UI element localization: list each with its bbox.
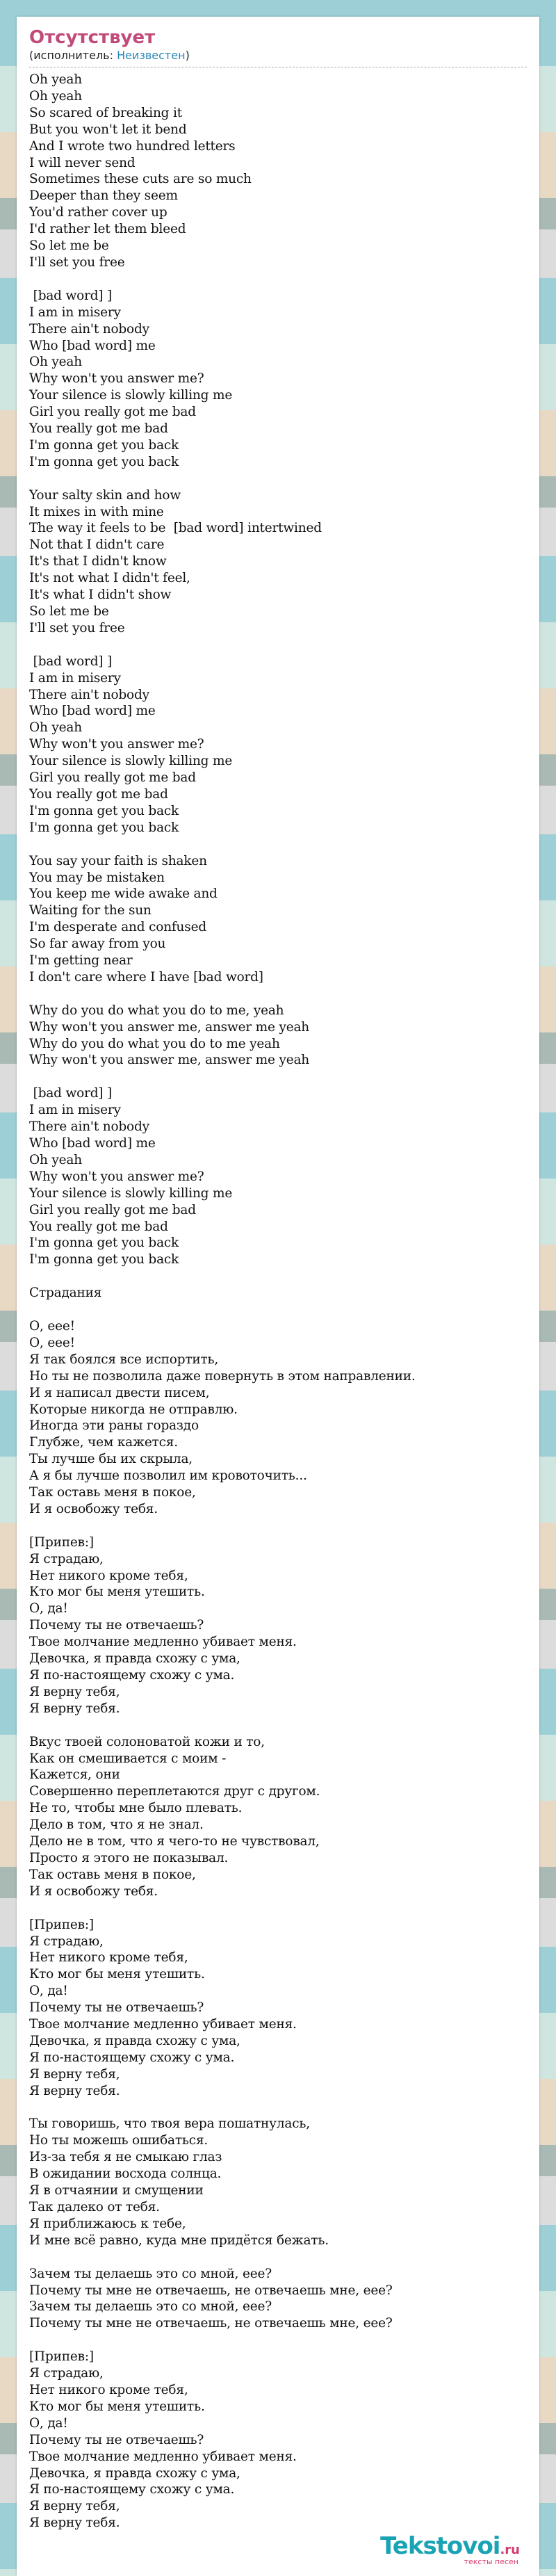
site-logo[interactable] xyxy=(380,2532,520,2566)
logo-tld: .ru xyxy=(500,2543,520,2557)
artist-link[interactable]: Неизвестен xyxy=(117,49,186,62)
logo-tagline: тексты песен xyxy=(464,2557,518,2566)
lyrics-text: Oh yeah Oh yeah So scared of breaking it But you won't let it bend And I wrote two hundred letters I will never send Sometimes these cuts are so much Deeper than they seem You'd rather cover up I'd rather let them bleed So let me be I'll set you free [bad word] ] I am in misery There ain't nobody Who [bad word] me Oh yeah Why won't you answer me? Your silence is slowly killing me Girl you really got me bad You really got me bad I'm gonna get you back I'm gonna get you back Your salty skin and how It mixes in with mine The way it feels to be [bad word] intertwined Not that I didn't care It's that I didn't know It's not what I didn't feel, It's what I didn't show So let me be I'll set you free [bad word] ] I am in misery There ain't nobody Who [bad word] me Oh yeah Why won't you answer me? Your silence is slowly killing me Girl you really got me bad You really got me bad I'm gonna get you back I'm gonna get you back You say your faith is shaken You may be mistaken You keep me wide awake and Waiting for the sun I'm desperate and confused So far away from you I'm getting near I don't care where I have [bad word] Why do you do what you do to me, yeah Why won't you answer me, answer me yeah Why do you do what you do to me yeah Why won't you answer me, answer me yeah [bad word] ] I am in misery There ain't nobody Who [bad word] me Oh yeah Why won't you answer me? Your silence is slowly killing me Girl you really got me bad You really got me bad I'm gonna get you back I'm gonna get you back Страдания О, еее! О, еее! Я так боялся все испортить, Но ты не позволила даже повернуть в этом направлении. И я написал двести писем, Которые никогда не отправлю. Иногда эти раны гораздо Глубже, чем кажется. Ты лучше бы их скрыла, А я бы лучше позволил им кровоточить... Так оставь меня в покое, И я освобожу тебя. [Припев:] Я страдаю, Нет никого кроме тебя, Кто мог бы меня утешить. О, да! Почему ты не отвечаешь? Твое молчание медленно убивает меня. Девочка, я правда схожу с ума, Я по-настоящему схожу с ума. Я верну тебя, Я верну тебя. Вкус твоей солоноватой кожи и то, Как он смешивается с моим - Кажется, они Совершенно переплетаются друг с другом. Не то, чтобы мне было плевать. Дело в том, что я не знал. Дело не в том, что я чего-то не чувствовал, Просто я этого не показывал. Так оставь меня в покое, И я освобожу тебя. [Припев:] Я страдаю, Нет никого кроме тебя, Кто мог бы меня утешить. О, да! Почему ты не отвечаешь? Твое молчание медленно убивает меня. Девочка, я правда схожу с ума, Я по-настоящему схожу с ума. Я верну тебя, Я верну тебя. Ты говоришь, что твоя вера пошатнулась, Но ты можешь ошибаться. Из-за тебя я не смыкаю глаз В ожидании восхода солнца. Я в отчаянии и смущении Так далеко от тебя. Я приближаюсь к тебе, И мне всё равно, куда мне придётся бежать. Зачем ты делаешь это со мной, еее? Почему ты мне не отвечаешь, не отвечаешь мне, еее? Зачем ты делаешь это со мной, еее? Почему ты мне не отвечаешь, не отвечаешь мне, еее? [Припев:] Я страдаю, Нет никого кроме тебя, Кто мог бы меня утешить. О, да! Почему ты не отвечаешь? Твое молчание медленно убивает меня. Девочка, я правда схожу с ума, Я по-настоящему схожу с ума. Я верну тебя, Я верну тебя. xyxy=(29,72,416,2531)
artist-prefix: (исполнитель: xyxy=(29,49,117,62)
lyrics-sheet xyxy=(17,17,539,2576)
song-title: Отсутствует xyxy=(29,27,156,48)
artist-suffix: ) xyxy=(185,49,190,62)
artist-line xyxy=(29,49,527,67)
logo-brand: Tekstovoi xyxy=(380,2532,500,2560)
